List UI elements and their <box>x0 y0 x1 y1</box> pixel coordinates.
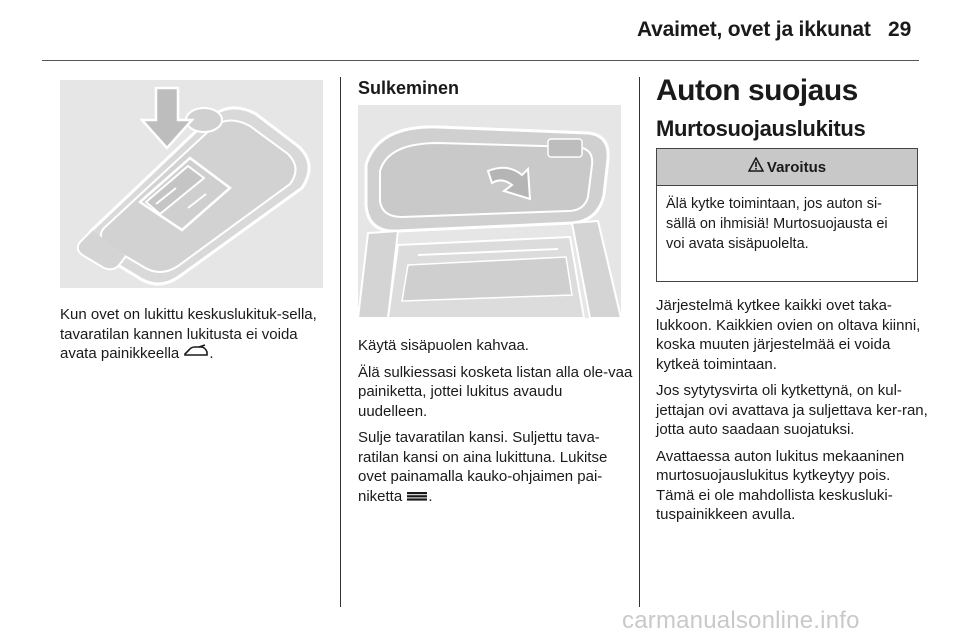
section-heading-sulkeminen: Sulkeminen <box>358 78 460 98</box>
subsection-heading-murtosuojauslukitus: Murtosuojauslukitus <box>656 116 866 141</box>
paragraph-end: . <box>209 345 214 362</box>
paragraph-1: Käytä sisäpuolen kahvaa. <box>358 337 529 354</box>
paragraph-2: Älä sulkiessasi kosketa listan alla ole-vaa painiketta, jottei lukitus avaudu uudelleen. <box>358 363 633 420</box>
key-lock-paragraph: Kun ovet on lukittu keskuslukituk-sella, tavaratilan kannen lukitusta ei voida avata painikkeella <box>60 306 317 362</box>
page-number: 29 <box>888 18 912 41</box>
paragraph <box>60 305 335 364</box>
paragraph-3 <box>358 428 633 506</box>
page-header-title: Avaimet, ovet ja ikkunat <box>637 18 871 41</box>
paragraph-1: Järjestelmä kytkee kaikki ovet taka-lukkoon. Kaikkien ovien on oltava kiinni, koska muuten järjestelmää ei voida kytkeä toimintaan. <box>656 297 921 373</box>
warning-triangle-icon <box>748 157 764 177</box>
column-divider-1 <box>340 77 341 607</box>
paragraph-3-end: . <box>428 487 433 505</box>
warning-title: Varoitus <box>766 158 827 176</box>
header-rule <box>42 60 919 61</box>
warning-box <box>656 148 918 282</box>
warning-text: Älä kytke toimintaan, jos auton si-sällä on ihmisiä! Murtosuojausta ei voi avata sisäpuolelta. <box>666 196 888 252</box>
closing-text-block <box>358 336 633 513</box>
section-heading-auton-suojaus: Auton suojaus <box>656 74 858 107</box>
warning-header <box>657 149 917 186</box>
car-trunk-icon <box>183 344 209 364</box>
paragraph-3-text: Sulje tavaratilan kansi. Suljettu tava-ratilan kansi on aina lukittuna. Lukitse ovet painamalla kauko-ohjaimen pai-niketta <box>358 429 608 505</box>
anti-theft-text-block <box>656 296 931 532</box>
key-remote-illustration <box>60 80 323 288</box>
paragraph-3: Avattaessa auton lukitus mekaaninen murtosuojauslukitus kytkeytyy pois. Tämä ei ole mahdollista keskusluki-tuspainikkeen avulla. <box>656 447 905 523</box>
lock-button-icon <box>406 487 428 507</box>
tailgate-illustration <box>358 105 621 318</box>
column-divider-2 <box>639 77 640 607</box>
key-lock-paragraph-block <box>60 305 335 371</box>
watermark: carmanualsonline.info <box>622 607 860 634</box>
paragraph-2: Jos sytytysvirta oli kytkettynä, on kul-jettajan ovi avattava ja suljettava ker-ran, jotta auto saadaan suojatuksi. <box>656 382 928 438</box>
